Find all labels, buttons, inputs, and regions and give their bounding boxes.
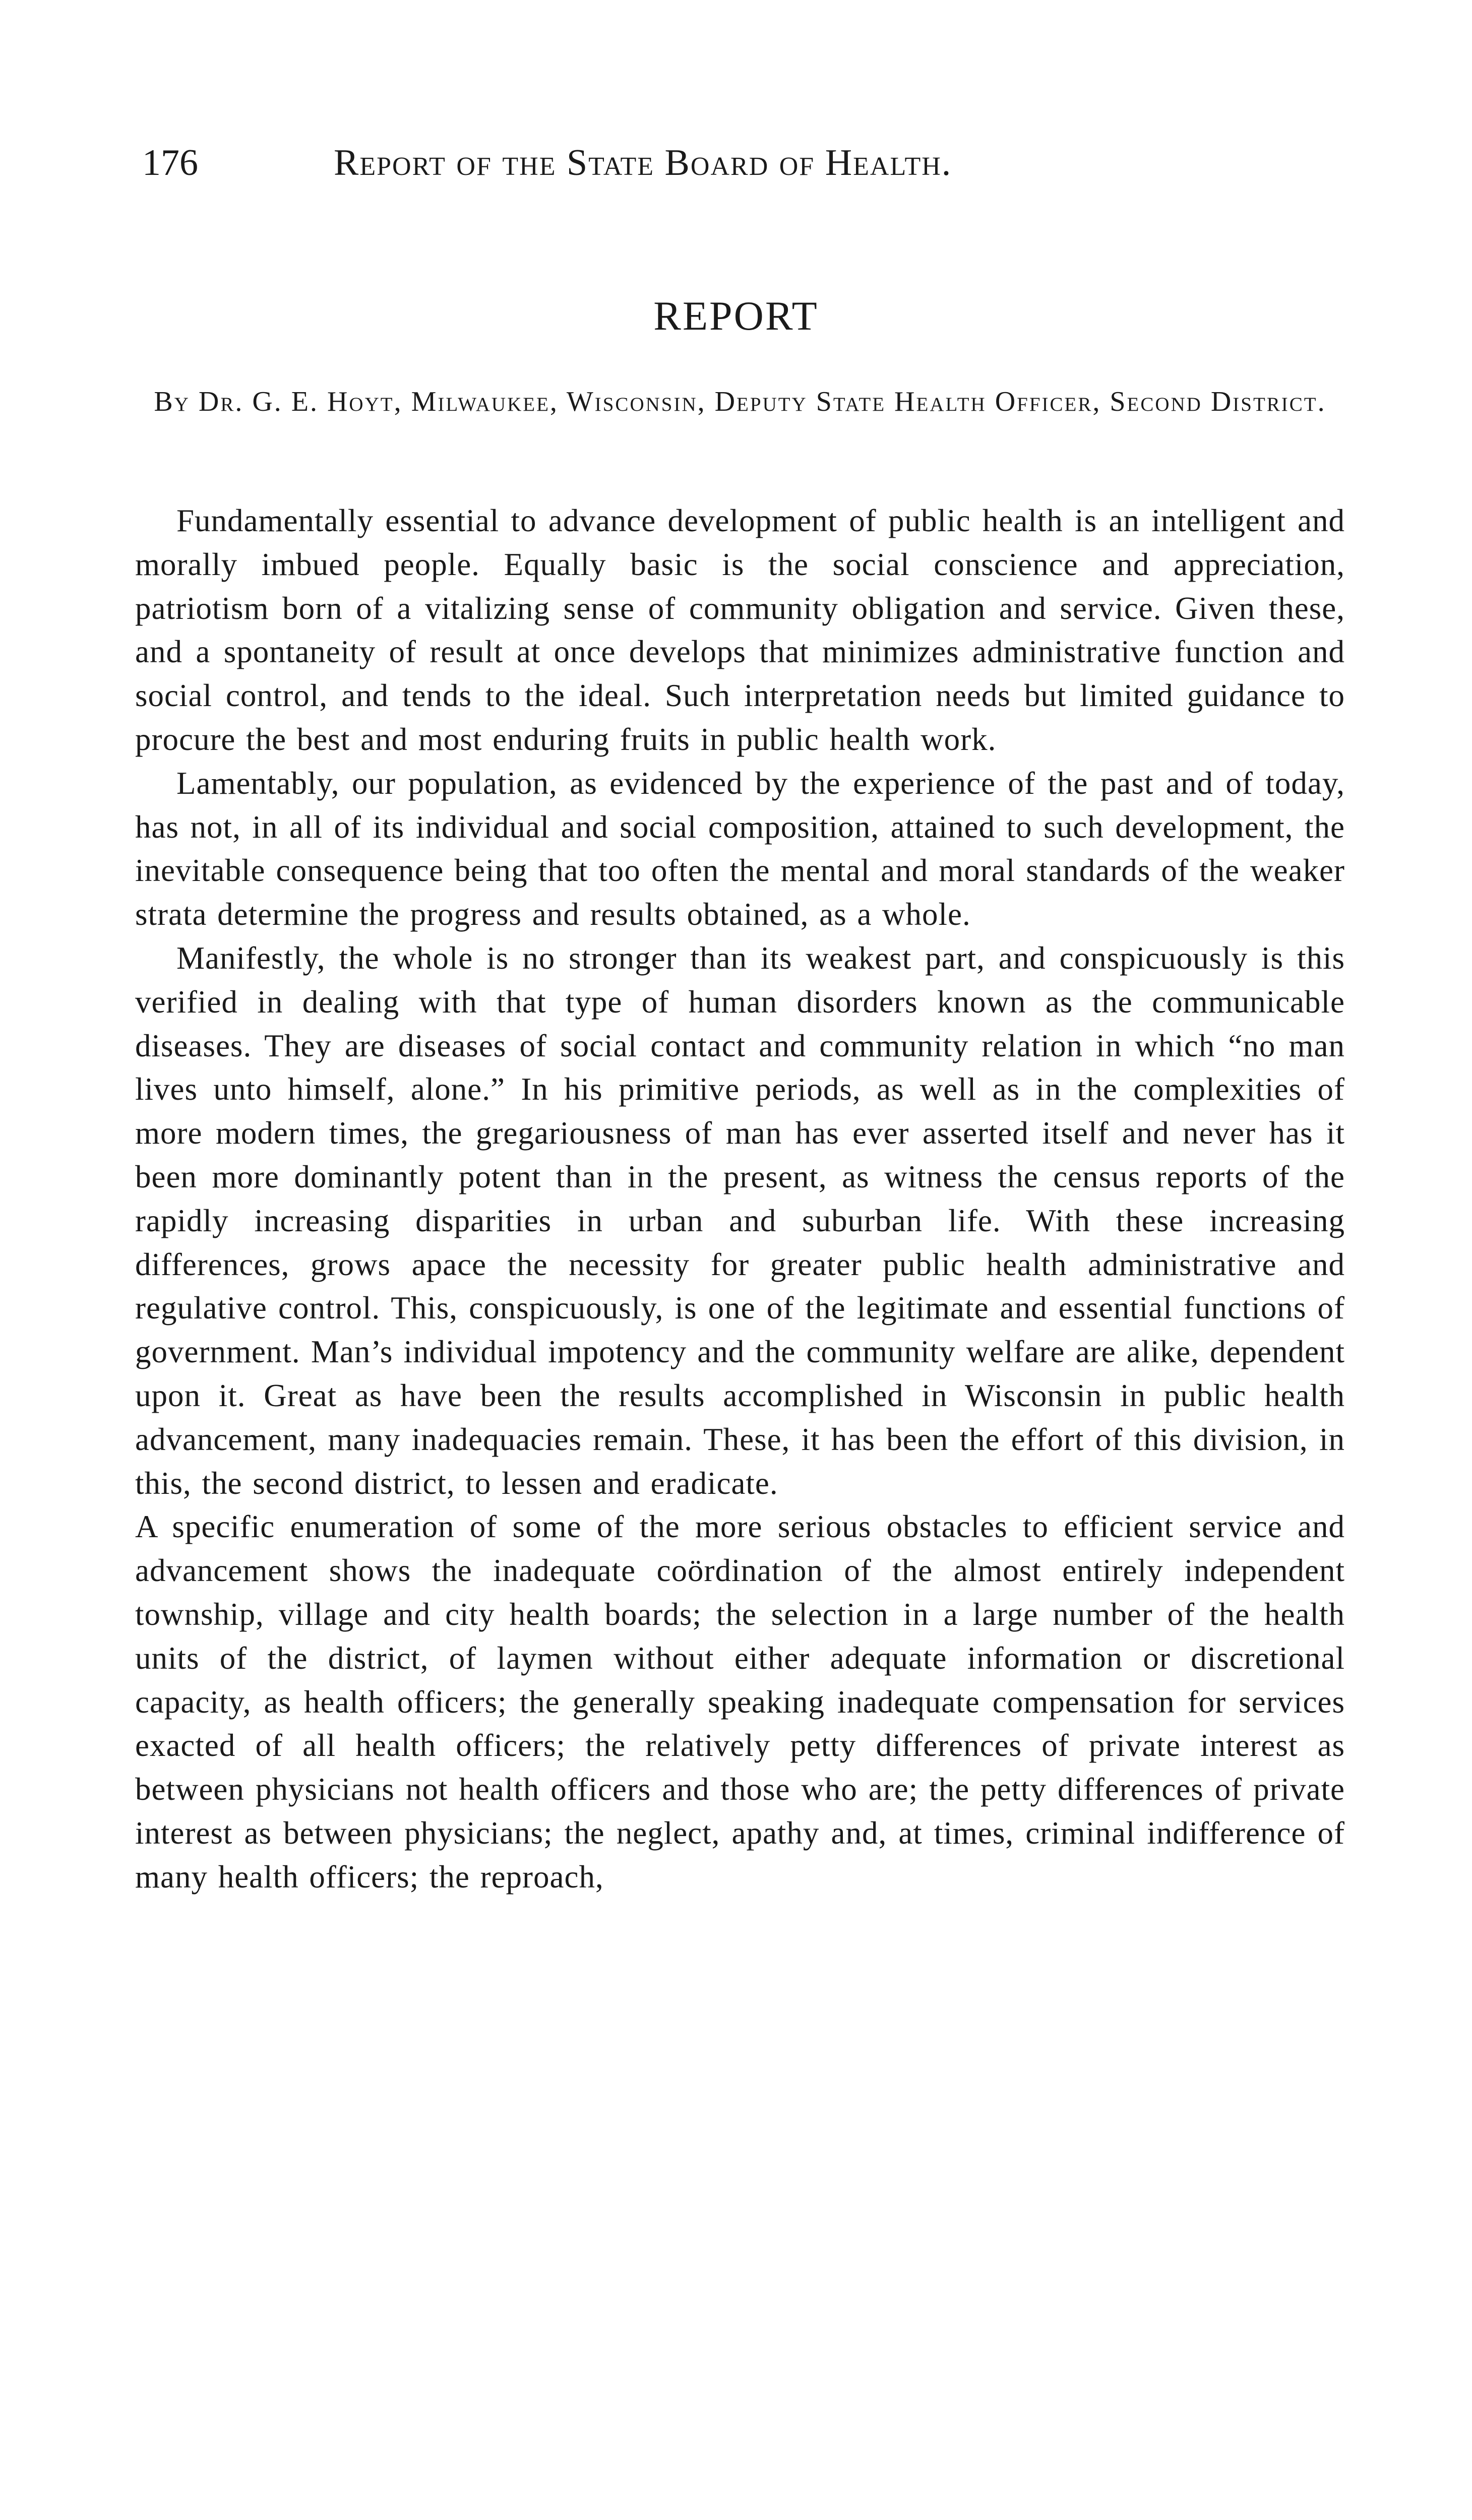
report-byline: By Dr. G. E. Hoyt, Milwaukee, Wisconsin, Deputy State Health Officer, Second District. <box>154 386 1326 417</box>
body-paragraph-1: Fundamentally essential to advance development of public health is an intelligent and morally imbued people. Equally basic is the social conscience and appreciation, patriotism born of a vitalizing sense of community obligation and service. Given these, and a spontaneity of result at once develops that minimizes administrative function and social control, and tends to the ideal. Such interpretation needs but limited guidance to procure the best and most enduring fruits in public health work. <box>135 503 1345 757</box>
running-head <box>142 135 1352 191</box>
report-body <box>135 499 1345 1899</box>
body-paragraph-4: A specific enumeration of some of the more serious obstacles to efficient service and advancement shows the inadequate coördination of the almost entirely independent township, village and city health boards; the selection in a large number of the health units of the district, of laymen without either adequate information or discretional capacity, as health officers; the generally speaking inadequate compensation for services exacted of all health officers; the relatively petty differences of private interest as between physicians not health officers and those who are; the petty differences of private interest as between physicians; the neglect, apathy and, at times, criminal indifference of many health officers; the reproach, <box>135 1509 1345 1895</box>
body-paragraph-3: Manifestly, the whole is no stronger than its weakest part, and conspicuously is this verified in dealing with that type of human disorders known as the communicable diseases. They are diseases of social contact and community relation in which “no man lives unto himself, alone.” In his primitive periods, as well as in the complexities of more modern times, the gregariousness of man has ever asserted itself and never has it been more dominantly potent than in the present, as witness the census reports of the rapidly increasing disparities in urban and suburban life. With these increasing differences, grows apace the necessity for greater public health administrative and regulative control. This, conspicuously, is one of the legitimate and essential functions of government. Man’s individual impotency and the community welfare are alike, dependent upon it. Great as have been the results accomplished in Wisconsin in public health advancement, many inadequacies remain. These, it has been the effort of this division, in this, the second district, to lessen and eradicate. <box>135 940 1345 1501</box>
report-title: REPORT <box>653 293 819 339</box>
running-title: Report of the State Board of Health. <box>334 142 952 183</box>
page-number: 176 <box>142 142 198 183</box>
body-paragraph-2: Lamentably, our population, as evidenced by the experience of the past and of today, has not, in all of its individual and social composition, attained to such development, the inevitable consequence being that too often the mental and moral standards of the weaker strata determine the progress and results obtained, as a whole. <box>135 765 1345 932</box>
